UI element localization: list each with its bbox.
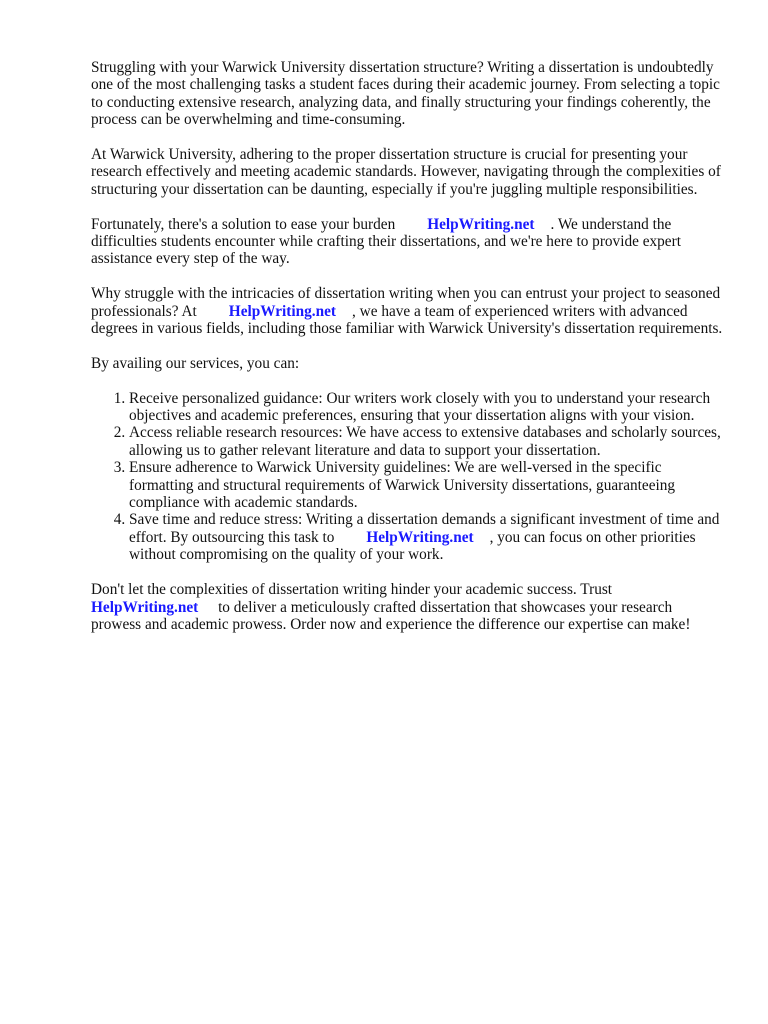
- list-item: 1. Receive personalized guidance: Our writers work closely with you to understand your research objectives and academic preferences, ensuring that your dissertation aligns with your vision.: [129, 390, 726, 425]
- services-list: [91, 390, 726, 564]
- document-page: [91, 59, 726, 651]
- professionals-text-after: , we have a team of experienced writers with advanced degrees in various fields, including those familiar with Warwick University's dissertation requirements.: [91, 302, 723, 338]
- solution-text-before: Fortunately, there's a solution to ease your burden: [91, 215, 396, 233]
- helpwriting-link-1[interactable]: HelpWriting.net: [427, 215, 535, 233]
- helpwriting-link-3[interactable]: HelpWriting.net: [366, 528, 474, 546]
- solution-paragraph: [91, 216, 726, 268]
- list-item: [129, 511, 726, 563]
- professionals-paragraph: [91, 285, 726, 337]
- list-item-text-before: Save time and reduce stress: Writing a dissertation demands a significant investment of time and effort. By outsourcing this task to: [129, 511, 720, 546]
- closing-text-before: Don't let the complexities of dissertation writing hinder your academic success. Trust: [91, 581, 613, 599]
- list-item-text-after: , you can focus on other priorities without compromising on the quality of your work.: [129, 528, 696, 564]
- closing-paragraph: [91, 581, 726, 633]
- services-intro: By availing our services, you can:: [91, 354, 300, 372]
- structure-paragraph: At Warwick University, adhering to the proper dissertation structure is crucial for presenting your research effectively and meeting academic standards. However, navigating through the complexities of structuring your dissertation can be daunting, especially if you're juggling multiple responsibilities.: [91, 146, 721, 198]
- list-item: 3. Ensure adherence to Warwick University guidelines: We are well-versed in the specific formatting and structural requirements of Warwick University dissertations, guaranteeing compliance with academic standards.: [129, 459, 726, 511]
- intro-paragraph: Struggling with your Warwick University dissertation structure? Writing a dissertation is undoubtedly one of the most challenging tasks a student faces during their academic journey. From selecting a topic to conducting extensive research, analyzing data, and finally structuring your findings coherently, the process can be overwhelming and time-consuming.: [91, 59, 720, 129]
- helpwriting-link-2[interactable]: HelpWriting.net: [228, 302, 337, 320]
- solution-text-after: . We understand the difficulties students encounter while crafting their dissertations, and we're here to provide expert assistance every step of the way.: [91, 215, 681, 268]
- closing-text-after: to deliver a meticulously crafted dissertation that showcases your research prowess and academic prowess. Order now and experience the difference our expertise can make!: [91, 598, 691, 633]
- helpwriting-link-4[interactable]: HelpWriting.net: [91, 598, 199, 616]
- professionals-text-before: Why struggle with the intricacies of dissertation writing when you can entrust your project to seasoned professionals? At: [91, 285, 721, 320]
- list-item: 2. Access reliable research resources: We have access to extensive databases and scholarly sources, allowing us to gather relevant literature and data to support your dissertation.: [129, 424, 726, 459]
